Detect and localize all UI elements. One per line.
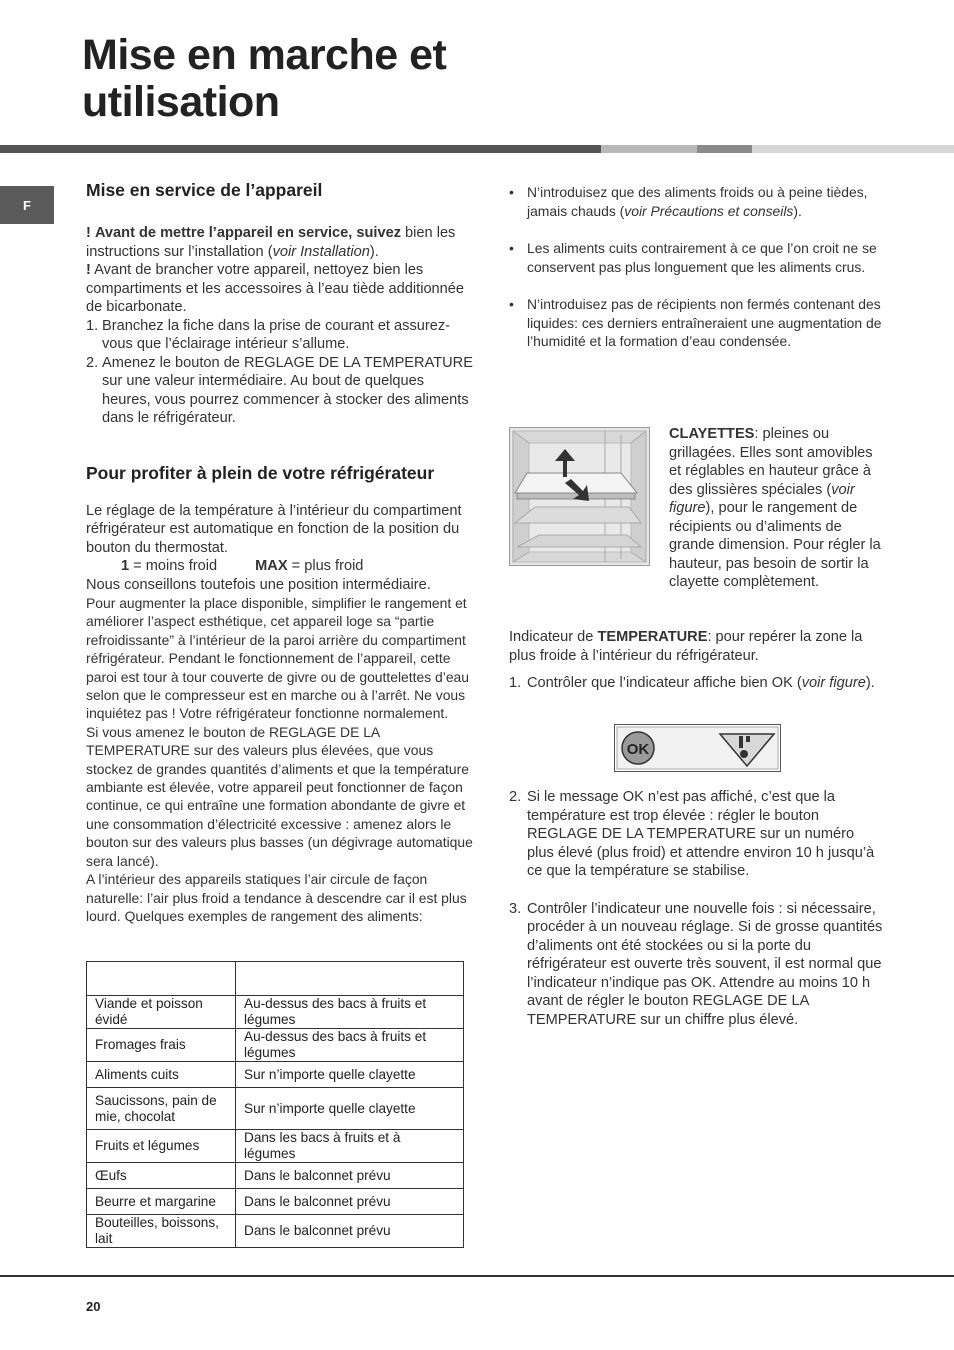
table-header-row bbox=[87, 962, 464, 996]
header-bar-mid2 bbox=[697, 145, 752, 153]
food-cell: Saucissons, pain de mie, chocolat bbox=[87, 1088, 236, 1130]
intro-paragraph: Le réglage de la température à l’intérieur du compartiment réfrigérateur est automatique en fonction de la position du bouton du thermostat. bbox=[86, 502, 462, 556]
temperature-setting-paragraph: Si vous amenez le bouton de REGLAGE DE LA TEMPERATURE sur des valeurs plus élevées, que vous stockez de grandes quantités d’aliments et que la température ambiante est élevée, votre appareil peut fonctionner de façon continue, ce qui entraîne une formation abondante de givre et une consommation d’électricité excessive : amenez alors le bouton sur des valeurs plus basses (un dégivrage automatique sera lancé). bbox=[86, 723, 473, 869]
place-cell: Dans le balconnet prévu bbox=[236, 1163, 464, 1189]
ok-label: OK bbox=[626, 741, 650, 758]
table-header-cell bbox=[87, 962, 236, 996]
header-bar-mid bbox=[601, 145, 697, 153]
thermostat-scale: 1 = moins froid MAX = plus froid bbox=[121, 558, 364, 574]
table-row bbox=[87, 1163, 464, 1189]
place-cell: Dans les bacs à fruits et à légumes bbox=[236, 1130, 464, 1163]
food-cell: Bouteilles, boissons, lait bbox=[87, 1215, 236, 1248]
language-tab: F bbox=[0, 186, 54, 224]
shelves-description: CLAYETTES: pleines ou grillagées. Elles sont amovibles et réglables en hauteur grâce à des glissières spéciales (voir figure), pour le rangement de récipients ou d’aliments de grande dimension. Pour régler la hauteur, pas besoin de sortir la clayette complètement. bbox=[669, 426, 881, 590]
bullet-containers: • N’introduisez pas de récipients non fermés contenant des liquides: ces derniers entraîneraient une augmentation de l’humidité et la formation d’eau condensée. bbox=[509, 296, 882, 349]
left-column bbox=[86, 180, 474, 925]
food-cell: Œufs bbox=[87, 1163, 236, 1189]
warning-installation: ! Avant de mettre l’appareil en service, suivez bien les instructions sur l’installation (voir Installation). bbox=[86, 225, 456, 260]
table-row bbox=[87, 1215, 464, 1248]
ok-indicator-figure bbox=[614, 724, 781, 772]
section-title-usage: Pour profiter à plein de votre réfrigérateur bbox=[86, 462, 435, 483]
temperature-indicator-section bbox=[509, 628, 884, 693]
place-cell: Sur n’importe quelle clayette bbox=[236, 1088, 464, 1130]
table-row bbox=[87, 1029, 464, 1062]
bullet-cold-food: • N’introduisez que des aliments froids ou à peine tièdes, jamais chauds (voir Précautions et conseils). bbox=[509, 184, 868, 219]
bullet-cooked-food: • Les aliments cuits contrairement à ce que l’on croit ne se conservent pas plus longuement que les aliments crus. bbox=[509, 240, 877, 275]
table-row bbox=[87, 1062, 464, 1088]
food-cell: Fromages frais bbox=[87, 1029, 236, 1062]
indicator-intro: Indicateur de TEMPERATURE: pour repérer la zone la plus froide à l’intérieur du réfrigérateur. bbox=[509, 629, 863, 664]
advice-text: Nous conseillons toutefois une position intermédiaire. bbox=[86, 576, 431, 593]
food-cell: Viande et poisson évidé bbox=[87, 996, 236, 1029]
table-row bbox=[87, 1189, 464, 1215]
cooling-wall-paragraph: Pour augmenter la place disponible, simplifier le rangement et améliorer l’aspect esthétique, cet appareil loge sa “partie refroidissante” à l’intérieur de la paroi arrière du compartiment réfrigérateur. Pendant le fonctionnement de l’appareil, cette paroi est tour à tour couverte de givre ou de gouttelettes d’eau selon que le compresseur est en marche ou à l’arrêt. Ne vous inquiétez pas ! Votre réfrigérateur fonctionne normalement. bbox=[86, 595, 470, 722]
air-circulation-paragraph: A l’intérieur des appareils statiques l’air circule de façon naturelle: l’air plus froid a tendance à descendre car il est plus lourd. Quelques exemples de rangement des aliments: bbox=[86, 871, 467, 924]
footer-rule bbox=[0, 1275, 954, 1277]
food-cell: Beurre et margarine bbox=[87, 1189, 236, 1215]
food-storage-table bbox=[86, 961, 464, 1248]
indicator-step-2: 2. Si le message OK n’est pas affiché, c’est que la température est trop élevée : régler le bouton REGLAGE DE LA TEMPERATURE sur un numéro plus élevé (plus froid) et attendre environ 10 h jusqu’à ce que la température se stabilise. bbox=[509, 789, 875, 879]
place-cell: Au-dessus des bacs à fruits et légumes bbox=[236, 996, 464, 1029]
indicator-step-3: 3. Contrôler l’indicateur une nouvelle fois : si nécessaire, procéder à un nouveau réglage. Si de grosse quantités d’aliments ont été stockées ou si la porte du réfrigérateur est ouverte très souvent, il est normal que l’indicateur n’indique pas OK. Attendre au moins 10 h avant de régler le bouton REGLAGE DE LA TEMPERATURE sur un chiffre plus élevé. bbox=[509, 900, 883, 1028]
indicator-steps bbox=[509, 788, 884, 1029]
place-cell: Dans le balconnet prévu bbox=[236, 1189, 464, 1215]
warning-cleaning: ! Avant de brancher votre appareil, nettoyez bien les compartiments et les accessoires à l’eau tiède additionnée de bicarbonate. bbox=[86, 262, 465, 315]
shelf-illustration-icon bbox=[509, 427, 650, 566]
table-row bbox=[87, 996, 464, 1029]
place-cell: Dans le balconnet prévu bbox=[236, 1215, 464, 1248]
shelf-figure bbox=[509, 427, 650, 566]
page-number: 20 bbox=[86, 1299, 101, 1314]
page-title: Mise en marche et utilisation bbox=[82, 31, 447, 126]
place-cell: Au-dessus des bacs à fruits et légumes bbox=[236, 1029, 464, 1062]
food-cell: Aliments cuits bbox=[87, 1062, 236, 1088]
food-cell: Fruits et légumes bbox=[87, 1130, 236, 1163]
table-header-cell bbox=[236, 962, 464, 996]
place-cell: Sur n’importe quelle clayette bbox=[236, 1062, 464, 1088]
step-2: 2. Amenez le bouton de REGLAGE DE LA TEMPERATURE sur une valeur intermédiaire. Au bout de quelques heures, vous pourrez commencer à stocker des aliments dans le réfrigérateur. bbox=[86, 354, 473, 426]
table-row bbox=[87, 1130, 464, 1163]
table-row bbox=[87, 1088, 464, 1130]
indicator-step-1: 1. Contrôler que l’indicateur affiche bien OK (voir figure). bbox=[509, 675, 875, 691]
step-1: 1. Branchez la fiche dans la prise de courant et assurez-vous que l’éclairage intérieur s’allume. bbox=[86, 317, 451, 352]
right-bullets bbox=[509, 183, 889, 351]
header-bar-light bbox=[752, 145, 954, 153]
header-bar-dark bbox=[0, 145, 601, 153]
section-title-service: Mise en service de l’appareil bbox=[86, 180, 323, 200]
